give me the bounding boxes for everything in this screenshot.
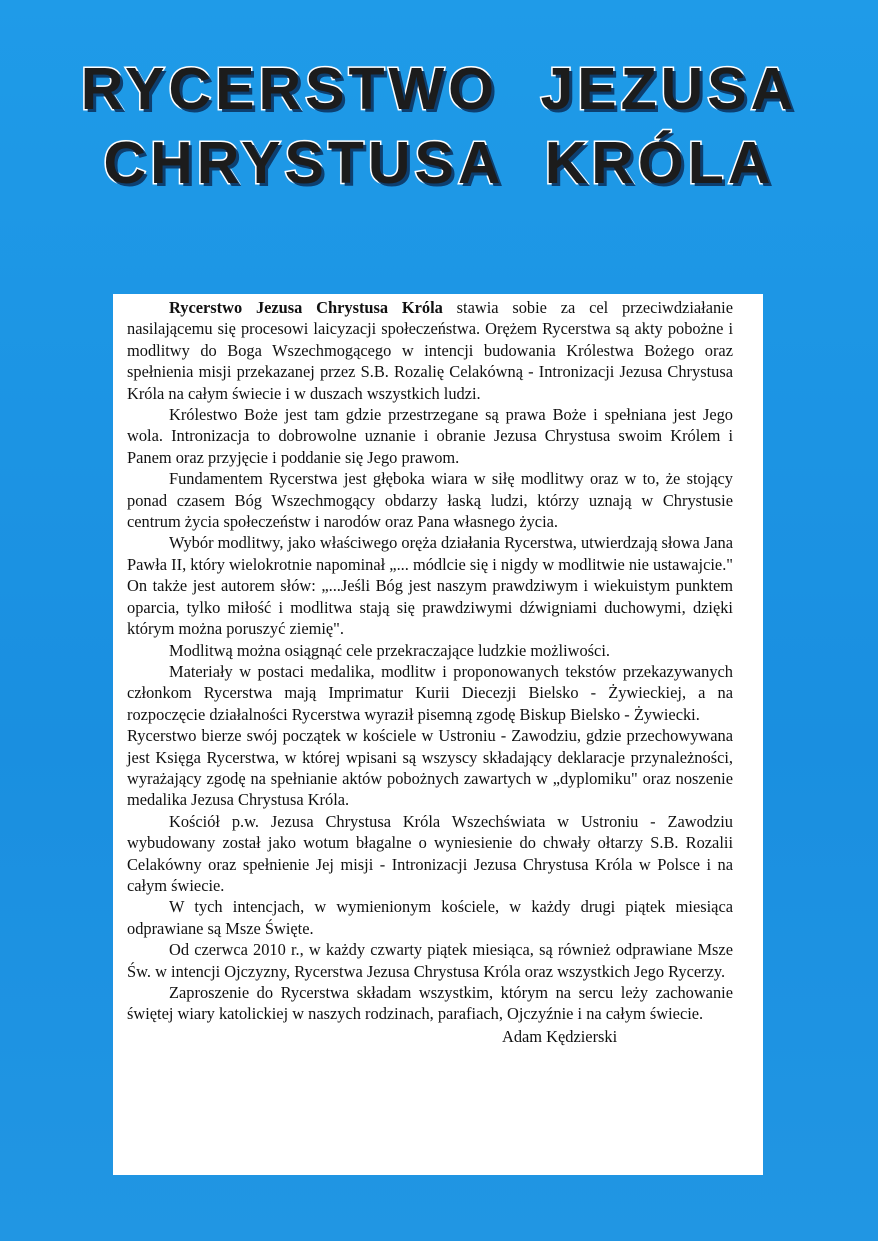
article-panel	[113, 294, 763, 1175]
author-signature: Adam Kędzierski	[502, 1026, 618, 1046]
paragraph-10: Od czerwca 2010 r., w każdy czwarty piątek miesiąca, są również odprawiane Msze Św. w intencji Ojczyzny, Rycerstwa Jezusa Chrystusa Króla oraz wszystkich Jego Rycerzy.	[127, 940, 733, 981]
paragraph-4: Wybór modlitwy, jako właściwego oręża działania Rycerstwa, utwierdzają słowa Jana Pawła II, który wielokrotnie napominał „... módlcie się i nigdy w modlitwie nie ustawajcie." On także jest autorem słów: „...Jeśli Bóg jest naszym prawdziwym i wiekuistym punktem oparcia, tylko miłość i modlitwa stają się prawdziwymi dźwigniami duchowymi, dzięki którym można poruszyć ziemię".	[127, 533, 733, 639]
title-line-1: RYCERSTWO JEZUSA	[80, 56, 798, 122]
paragraph-1-text: stawia sobie za cel przeciwdziałanie nasilającemu się procesowi laicyzacji społeczeństwa. Orężem Rycerstwa są akty pobożne i modlitwy do Boga Wszechmogącego w intencji budowania Królestwa Bożego oraz spełnienia misji przekazanej przez S.B. Rozalię Celakówną - Intronizacji Jezusa Chrystusa Króla na całym świecie i w duszach wszystkich ludzi.	[127, 298, 734, 403]
paragraph-6: Materiały w postaci medalika, modlitw i proponowanych tekstów przekazywanych członkom Rycerstwa mają Imprimatur Kurii Diecezji Bielsko - Żywieckiej, a na rozpoczęcie działalności Rycerstwa wyraził pisemną zgodę Biskup Bielsko - Żywiecki.	[127, 661, 733, 724]
paragraph-7: Rycerstwo bierze swój początek w kościele w Ustroniu - Zawodziu, gdzie przechowywana jest Księga Rycerstwa, w której wpisani są wszyscy składający deklaracje przynależności, wyrażający zgodę na spełnianie aktów pobożnych zawartych w „dyplomiku" oraz noszenie medalika Jezusa Chrystusa Króla.	[127, 726, 733, 810]
paragraph-1-lead: Rycerstwo Jezusa Chrystusa Króla	[169, 298, 443, 317]
paragraph-3: Fundamentem Rycerstwa jest głęboka wiara w siłę modlitwy oraz w to, że stojący ponad czasem Bóg Wszechmogący obdarzy łaską ludzi, którzy uznają w Chrystusie centrum życia społeczeństw i narodów oraz Pana własnego życia.	[127, 469, 733, 532]
paragraph-5: Modlitwą można osiągnąć cele przekraczające ludzkie możliwości.	[169, 640, 610, 660]
title-line-2: CHRYSTUSA KRÓLA	[103, 130, 775, 196]
paragraph-9: W tych intencjach, w wymienionym kościele, w każdy drugi piątek miesiąca odprawiane są Msze Święte.	[127, 897, 733, 938]
page-title	[0, 52, 878, 200]
paragraph-1	[127, 297, 733, 404]
paragraph-8: Kościół p.w. Jezusa Chrystusa Króla Wszechświata w Ustroniu - Zawodziu wybudowany został jako wotum błagalne o wyniesienie do chwały ołtarzy S.B. Rozalii Celakówny oraz spełnienie Jej misji - Intronizacji Jezusa Chrystusa Króla w Polsce i na całym świecie.	[127, 811, 733, 895]
paragraph-11: Zaproszenie do Rycerstwa składam wszystkim, którym na sercu leży zachowanie świętej wiary katolickiej w naszych rodzinach, parafiach, Ojczyźnie i na całym świecie.	[127, 983, 733, 1024]
paragraph-2: Królestwo Boże jest tam gdzie przestrzegane są prawa Boże i spełniana jest Jego wola. Intronizacja to dobrowolne uznanie i obranie Jezusa Chrystusa swoim Królem i Panem oraz przyjęcie i poddanie się Jego prawom.	[127, 405, 733, 467]
